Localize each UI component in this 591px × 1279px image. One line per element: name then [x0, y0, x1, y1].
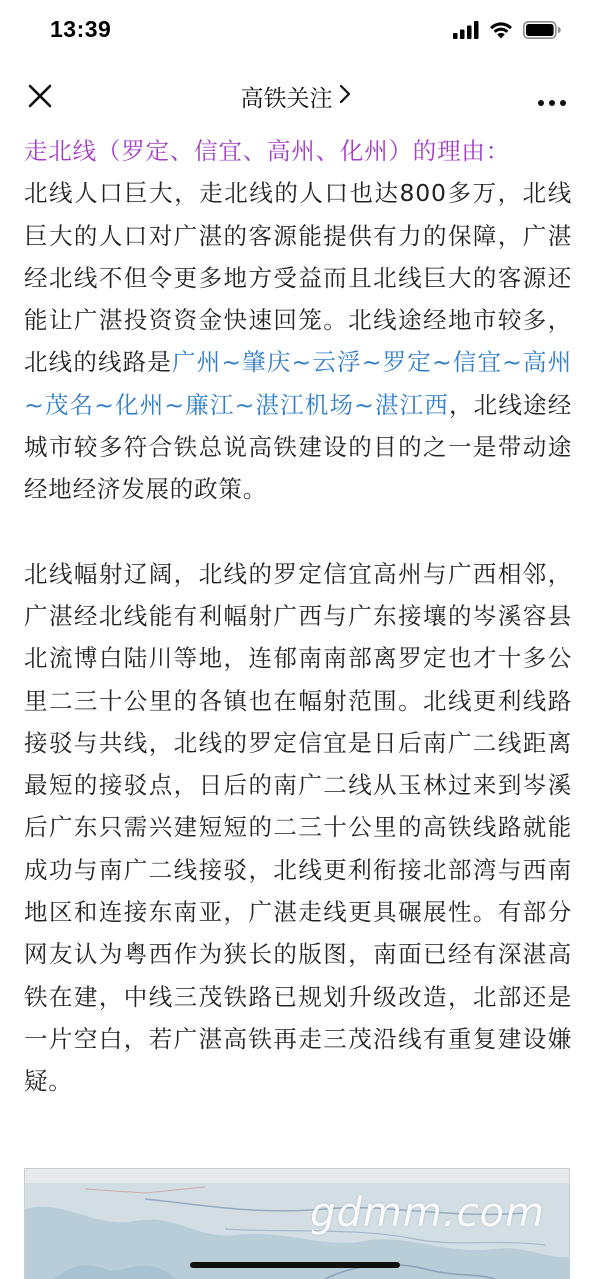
home-indicator[interactable]	[190, 1262, 400, 1268]
nav-bar	[0, 64, 591, 126]
battery-icon	[523, 21, 561, 43]
nav-title-text: 高铁关注	[240, 86, 333, 112]
more-icon[interactable]	[537, 92, 567, 100]
status-time: 13:39	[50, 16, 112, 42]
paragraph-spacer	[24, 511, 572, 553]
account-title-link[interactable]	[0, 80, 591, 113]
wifi-icon	[489, 21, 513, 43]
paragraph-1	[24, 130, 572, 511]
paragraph-1-tail: ，北线途经城市较多符合铁总说高铁建设的目的之一是带动途经地经济发展的政策。	[24, 390, 572, 504]
route-link[interactable]: 广州~肇庆~云浮~罗定~信宜~高州~茂名~化州~廉江~湛江机场~湛江西	[24, 348, 572, 419]
section-heading: 走北线（罗定、信宜、高州、化州）的理由：	[24, 137, 510, 165]
signal-icon	[453, 21, 479, 43]
watermark-text: gdmm.com	[310, 1190, 545, 1236]
article-body	[24, 130, 572, 1103]
paragraph-1-text: 北线人口巨大，走北线的人口也达800多万，北线巨大的人口对广湛的客源能提供有力的保障，广湛经北线不但令更多地方受益而且北线巨大的客源还能让广湛投资资金快速回笼。北线途经地市较多，北线的线路是	[24, 179, 572, 377]
status-icons	[453, 22, 561, 42]
chevron-right-icon	[339, 84, 351, 110]
paragraph-2: 北线幅射辽阔，北线的罗定信宜高州与广西相邻，广湛经北线能有利幅射广西与广东接壤的岑溪容县北流博白陆川等地，连郁南南部离罗定也才十多公里二三十公里的各镇也在幅射范围。北线更利线路接驳与共线，北线的罗定信宜是日后南广二线距离最短的接驳点，日后的南广二线从玉林过来到岑溪后广东只需兴建短短的二三十公里的高铁线路就能成功与南广二线接驳，北线更利衔接北部湾与西南地区和连接东南亚，广湛走线更具碾展性。有部分网友认为粤西作为狭长的版图，南面已经有深湛高铁在建，中线三茂铁路已规划升级改造，北部还是一片空白，若广湛高铁再走三茂沿线有重复建设嫌疑。	[24, 559, 572, 1096]
status-bar	[0, 0, 591, 64]
